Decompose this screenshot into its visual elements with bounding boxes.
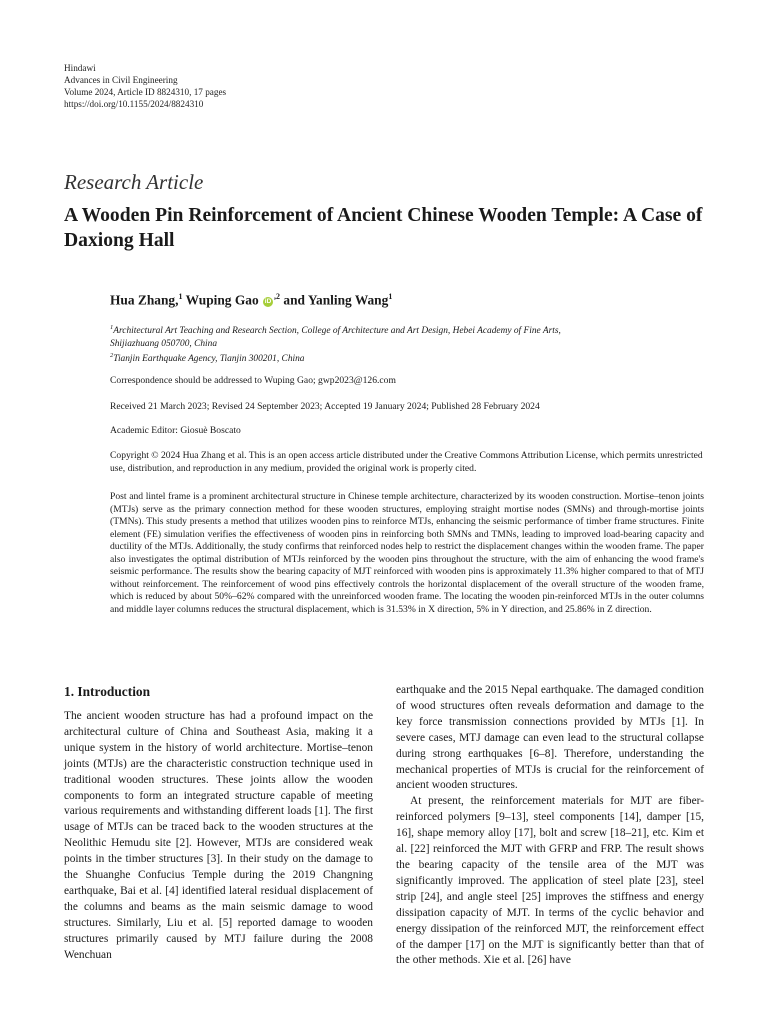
academic-editor: Academic Editor: Giosuè Boscato xyxy=(110,425,241,436)
author-name: Hua Zhang, xyxy=(110,292,179,308)
doi-link[interactable]: https://doi.org/10.1155/2024/8824310 xyxy=(64,99,204,109)
author-list xyxy=(110,292,392,308)
correspondence: Correspondence should be addressed to Wuping Gao; gwp2023@126.com xyxy=(110,375,396,386)
affiliation-mark: 1 xyxy=(110,324,114,331)
author-name: and Yanling Wang xyxy=(283,292,389,308)
abstract: Post and lintel frame is a prominent architectural structure in Chinese temple architecture, characterized by its wooden construction. Mortise–tenon joints (MTJs) serve as the primary connection method for these wooden structures, employing straight mortise nodes (SMNs) and through-mortise joints (TMNs). This study presents a method that utilizes wooden pins to reinforce MTJs, enhancing the seismic performance of timber frame structures. Finite element (FE) simulation verifies the effectiveness of wooden pins in reinforcing both SMNs and TMNs, leading to improved load-bearing capacity and ductility of the MTJs. Additionally, the study confirms that reinforced nodes help to restrict the displacement changes within the wooden frame. The paper also investigates the optimal distribution of MTJs reinforced by the wooden pins throughout the structure, with the aim of enhancing the wood frame's seismic performance. The results show the bearing capacity of MJT reinforced with wooden pins is approximately 11.3% higher compared to that of MTJ without reinforcement. The reinforcement of wood pins effectively controls the horizontal displacement of the overall structure of the wooden frame, which is reduced by about 50%–62% compared with the unreinforced wooden frame. The locating the wooden pin-reinforced MTJs in the outer columns and middle layer columns reduces the structural displacement, which is 31.53% in X direction, 5% in Y direction, and 25.86% in Z direction. xyxy=(110,491,704,615)
body-column-right xyxy=(396,683,704,969)
author-name: Wuping Gao xyxy=(185,292,259,308)
author-affil-mark: 1 xyxy=(178,292,183,301)
affiliation-line: Tianjin Earthquake Agency, Tianjin 300201, China xyxy=(113,354,305,365)
affiliation-line: Architectural Art Teaching and Research Section, College of Architecture and Art Design, Hebei Academy of Fine Arts, xyxy=(113,326,561,337)
author-affil-mark: ,2 xyxy=(274,292,281,301)
article-title: A Wooden Pin Reinforcement of Ancient Chinese Wooden Temple: A Case of Daxiong Hall xyxy=(64,205,703,251)
affiliation-line: Shijiazhuang 050700, China xyxy=(110,338,218,349)
journal-header xyxy=(64,62,226,110)
section-heading: 1. Introduction xyxy=(64,684,151,699)
affiliation-mark: 2 xyxy=(110,352,114,360)
publication-dates: Received 21 March 2023; Revised 24 September 2023; Accepted 19 January 2024; Published 28 February 2024 xyxy=(110,401,540,412)
copyright-notice: Copyright © 2024 Hua Zhang et al. This is an open access article distributed under the Creative Commons Attribution License, which permits unrestricted use, distribution, and reproduction in any medium, provided the original work is properly cited. xyxy=(110,450,703,474)
publisher-name: Hindawi xyxy=(64,63,96,73)
body-paragraph: earthquake and the 2015 Nepal earthquake. The damaged condition of wood structures often reveals deformation and damage to the key force transmission connections provided by MTJs [1]. In severe cases, MTJ damage can even lead to the structural collapse during strong earthquakes [6–8]. Therefore, understanding the mechanical properties of MTJs is crucial for the reinforcement of ancient wooden structures. xyxy=(396,684,704,792)
volume-line: Volume 2024, Article ID 8824310, 17 pages xyxy=(64,87,227,97)
body-column-left xyxy=(64,683,373,964)
affiliation-2 xyxy=(110,350,710,366)
body-paragraph: At present, the reinforcement materials for MJT are fiber-reinforced polymers [9–13], steel components [14], damper [15, 16], shape memory alloy [17], bolt and screw [18–21], etc. Kim et al. [22] reinforced the MJT with GFRP and FRP. The result shows the bearing capacity of the tensile area of the MJT was significantly improved. The application of steel plate [23], steel strip [24], and angle steel [25] improves the stiffness and energy dissipation capacity of MJT. In terms of the cyclic behavior and energy dissipation of the reinforced MJT, the reinforcement effect of the damper [17] on the MJT is significantly better than that of the other methods. Xie et al. [26] have xyxy=(396,795,704,967)
author-affil-mark: 1 xyxy=(388,292,393,301)
article-type: Research Article xyxy=(64,170,204,194)
affiliation-1 xyxy=(110,322,710,338)
body-paragraph: The ancient wooden structure has had a profound impact on the architectural culture of China and Southeast Asia, making it a unique system in the history of world architecture. Mortise–tenon joints (MTJs) are the characteristic construction technique used in traditional wooden structures. These joints allow the wooden components to form an integrated structure capable of meeting various requirements and withstanding different loads [1]. The first usage of MTJs can be traced back to the wooden structures at the Neolithic Hemudu site [2]. However, MTJs are considered weak points in the timber structures [3]. In their study on the damage to the Shuanghe Confucius Temple during the 2019 Changning earthquake, Bai et al. [4] identified lateral residual displacement of the columns and beams as the main seismic damage to wood structures. Similarly, Liu et al. [5] reported damage to wooden structures primarily caused by MTJ failure during the 2008 Wenchuan xyxy=(64,710,373,961)
orcid-icon[interactable]: iD xyxy=(264,298,272,306)
journal-name: Advances in Civil Engineering xyxy=(64,75,178,85)
affiliations xyxy=(110,322,710,366)
